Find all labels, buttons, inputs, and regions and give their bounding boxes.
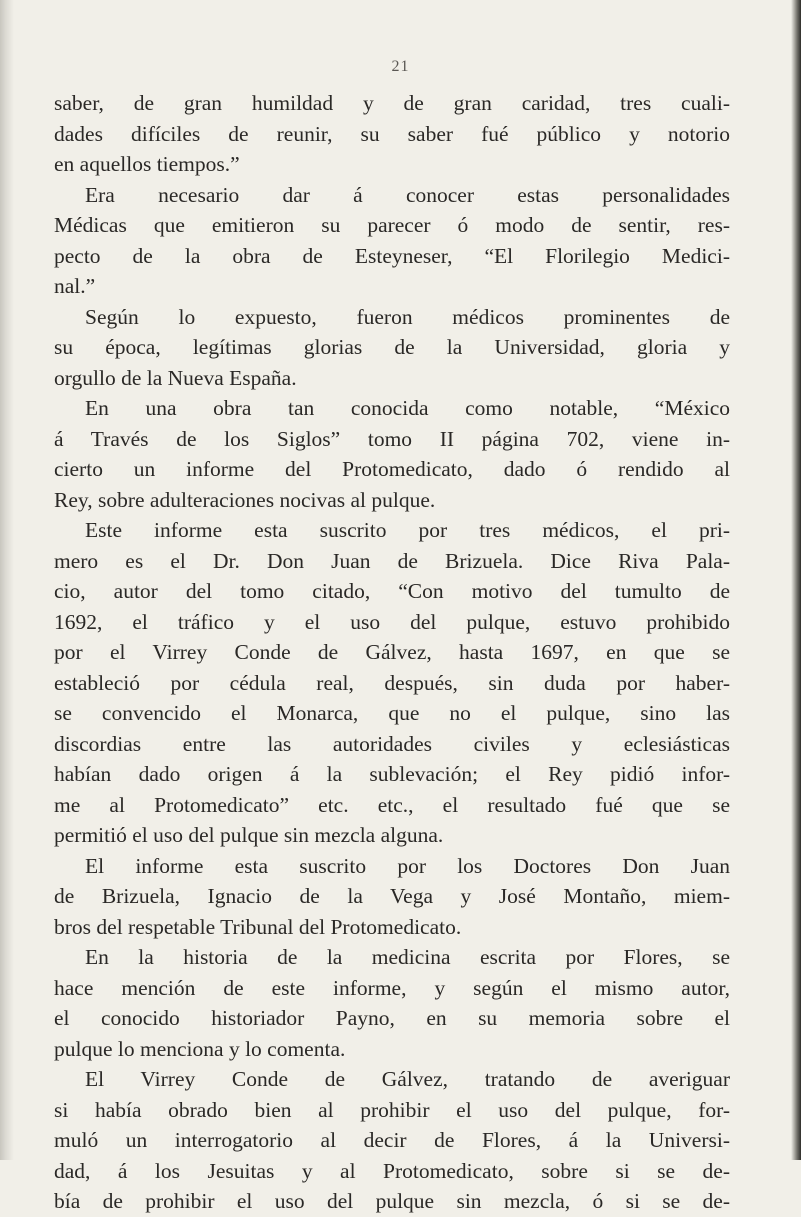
text-line: permitió el uso del pulque sin mezcla alguna. — [54, 823, 444, 847]
text-line: pulque lo menciona y lo comenta. — [54, 1036, 346, 1061]
text-line: su época, legítimas glorias de la Universidad, gloria y — [54, 335, 730, 359]
text-line: orgullo de la Nueva España. — [54, 365, 297, 390]
text-line: 1692, el tráfico y el uso del pulque, estuvo prohibido — [54, 609, 730, 634]
text-line: discordias entre las autoridades civiles y eclesiásticas — [54, 731, 730, 756]
text-line: estableció por cédula real, después, sin duda por haber- — [54, 670, 730, 695]
text-line: cierto un informe del Protomedicato, dado ó rendido al — [54, 457, 730, 481]
text-line: Según lo expuesto, fueron médicos prominentes de — [85, 304, 730, 329]
text-line: El Virrey Conde de Gálvez, tratando de averiguar — [85, 1067, 730, 1091]
text-line: de Brizuela, Ignacio de la Vega y José Montaño, miem- — [54, 884, 730, 908]
text-line: En la historia de la medicina escrita por Flores, se — [85, 945, 730, 969]
text-line: En una obra tan conocida como notable, “México — [85, 396, 730, 420]
text-line: bía de prohibir el uso del pulque sin mezcla, ó si se de- — [54, 1189, 730, 1213]
text-line: Era necesario dar á conocer estas personalidades — [85, 182, 730, 207]
text-line: El informe esta suscrito por los Doctores Don Juan — [85, 853, 730, 878]
text-line: por el Virrey Conde de Gálvez, hasta 1697, en que se — [54, 640, 730, 664]
text-line: en aquellos tiempos.” — [54, 152, 240, 176]
text-line: Este informe esta suscrito por tres médicos, el pri- — [85, 518, 730, 542]
text-line: dad, á los Jesuitas y al Protomedicato, sobre si se de- — [54, 1158, 730, 1183]
text-line: hace mención de este informe, y según el mismo autor, — [54, 975, 730, 1000]
text-line: habían dado origen á la sublevación; el Rey pidió infor- — [54, 762, 730, 786]
body-text — [54, 88, 730, 1217]
page-number: 21 — [391, 58, 410, 75]
text-line: cio, autor del tomo citado, “Con motivo del tumulto de — [54, 579, 730, 603]
page-edge-shadow-right — [791, 0, 801, 1160]
text-line: á Través de los Siglos” tomo II página 702, viene in- — [54, 426, 730, 451]
text-line: mero es el Dr. Don Juan de Brizuela. Dice Riva Pala- — [54, 548, 730, 573]
text-line: el conocido historiador Payno, en su memoria sobre el — [54, 1006, 730, 1030]
page-edge-shadow-left — [0, 0, 14, 1160]
text-line: se convencido el Monarca, que no el pulque, sino las — [54, 701, 730, 725]
text-line: muló un interrogatorio al decir de Flores, á la Universi- — [54, 1128, 730, 1152]
text-line: saber, de gran humildad y de gran caridad, tres cuali- — [54, 91, 730, 115]
text-line: nal.” — [54, 274, 96, 298]
text-line: dades difíciles de reunir, su saber fué público y notorio — [54, 121, 730, 146]
text-line: si había obrado bien al prohibir el uso del pulque, for- — [54, 1097, 730, 1122]
text-line: Médicas que emitieron su parecer ó modo de sentir, res- — [54, 213, 730, 237]
text-line: pecto de la obra de Esteyneser, “El Florilegio Medici- — [54, 243, 730, 268]
text-line: me al Protomedicato” etc. etc., el resultado fué que se — [54, 792, 730, 817]
text-line: bros del respetable Tribunal del Protomedicato. — [54, 914, 462, 939]
text-line: Rey, sobre adulteraciones nocivas al pulque. — [54, 487, 436, 512]
